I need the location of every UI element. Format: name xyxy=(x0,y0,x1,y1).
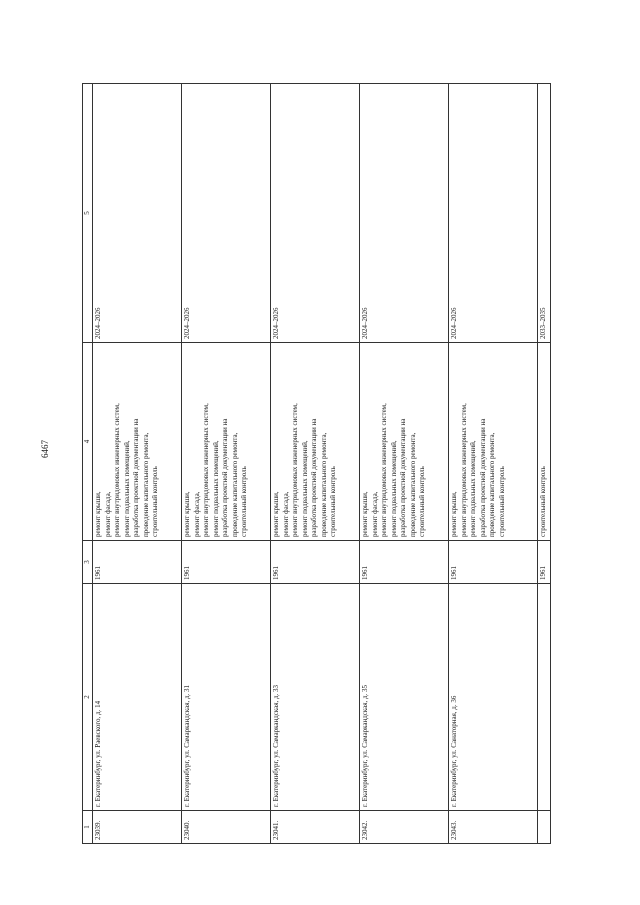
work-item: строительный контроль xyxy=(151,466,160,537)
table-body xyxy=(93,84,550,844)
year-cell: 1961 xyxy=(93,541,182,584)
work-item: ремонт крыши, xyxy=(94,491,103,537)
year-cell: 1961 xyxy=(360,541,449,584)
row-number: 23041. xyxy=(271,811,360,844)
table-row xyxy=(182,84,271,844)
work-item: ремонт фасада, xyxy=(103,491,112,537)
header-col-3: 3 xyxy=(83,541,93,584)
header-col-4: 4 xyxy=(83,343,93,541)
works-cell: строительный контроль xyxy=(538,343,550,541)
work-item: ремонт подвальных помещений, xyxy=(122,440,131,537)
address-cell: г. Екатеринбург, ул. Самаркандская, д. 31 xyxy=(182,584,271,811)
period-cell: 2024–2026 xyxy=(182,84,271,343)
period-cell: 2033–2035 xyxy=(538,84,550,343)
work-item: ремонт подвальных помещений, xyxy=(469,440,478,537)
work-item: ремонт крыши, xyxy=(450,491,459,537)
table-row xyxy=(271,84,360,844)
address-cell xyxy=(538,584,550,811)
header-col-2: 2 xyxy=(83,584,93,811)
works-cell xyxy=(360,343,449,541)
work-item: проведение капитального ремонта, xyxy=(488,432,497,537)
works-cell xyxy=(449,343,538,541)
page-number: 6467 xyxy=(40,440,50,458)
work-item: ремонт подвальных помещений, xyxy=(300,440,309,537)
work-item: ремонт внутридомовых инженерных систем, xyxy=(113,403,122,537)
year-cell: 1961 xyxy=(182,541,271,584)
work-item: проведение капитального ремонта, xyxy=(319,432,328,537)
year-cell: 1961 xyxy=(271,541,360,584)
address-cell: г. Екатеринбург, ул. Самаркандская, д. 33 xyxy=(271,584,360,811)
period-cell: 2024–2026 xyxy=(449,84,538,343)
address-cell: г. Екатеринбург, ул. Санаторная, д. 36 xyxy=(449,584,538,811)
work-item: проведение капитального ремонта, xyxy=(408,432,417,537)
table-row xyxy=(449,84,538,844)
work-item: строительный контроль xyxy=(329,466,338,537)
work-item: разработка проектной документации на xyxy=(132,418,141,537)
table-row xyxy=(93,84,182,844)
capital-repair-table xyxy=(82,83,551,844)
address-cell: г. Екатеринбург, ул. Раевского, д. 14 xyxy=(93,584,182,811)
work-item: разработка проектной документации на xyxy=(221,418,230,537)
work-item: ремонт внутридомовых инженерных систем, xyxy=(380,403,389,537)
row-number xyxy=(538,811,550,844)
works-cell xyxy=(271,343,360,541)
period-cell: 2024–2026 xyxy=(271,84,360,343)
work-item: ремонт внутридомовых инженерных систем, xyxy=(291,403,300,537)
work-item: строительный контроль xyxy=(497,466,506,537)
work-item: ремонт подвальных помещений, xyxy=(389,440,398,537)
period-cell: 2024–2026 xyxy=(360,84,449,343)
address-cell: г. Екатеринбург, ул. Самаркандская, д. 35 xyxy=(360,584,449,811)
row-number: 23040. xyxy=(182,811,271,844)
header-col-5: 5 xyxy=(83,84,93,343)
work-item: проведение капитального ремонта, xyxy=(230,432,239,537)
table-row-partial xyxy=(538,84,550,844)
work-item: ремонт крыши, xyxy=(272,491,281,537)
row-number: 23039. xyxy=(93,811,182,844)
work-item: ремонт внутридомовых инженерных систем, xyxy=(459,403,468,537)
year-cell: 1961 xyxy=(449,541,538,584)
rotated-table-container xyxy=(82,84,557,844)
year-cell: 1961 xyxy=(538,541,550,584)
work-item: ремонт фасада, xyxy=(281,491,290,537)
works-cell xyxy=(182,343,271,541)
work-item: разработка проектной документации на xyxy=(478,418,487,537)
work-item: ремонт фасада, xyxy=(370,491,379,537)
work-item: проведение капитального ремонта, xyxy=(141,432,150,537)
work-item: ремонт фасада, xyxy=(192,491,201,537)
work-item: строительный контроль xyxy=(418,466,427,537)
work-item: ремонт подвальных помещений, xyxy=(211,440,220,537)
work-item: разработка проектной документации на xyxy=(310,418,319,537)
work-item: ремонт крыши, xyxy=(361,491,370,537)
work-item: строительный контроль xyxy=(240,466,249,537)
row-number: 23042. xyxy=(360,811,449,844)
work-item: ремонт крыши, xyxy=(183,491,192,537)
rotated-table xyxy=(82,84,557,844)
header-col-1: 1 xyxy=(83,811,93,844)
works-cell xyxy=(93,343,182,541)
period-cell: 2024–2026 xyxy=(93,84,182,343)
row-number: 23043. xyxy=(449,811,538,844)
header-row xyxy=(83,84,93,844)
work-item: разработка проектной документации на xyxy=(399,418,408,537)
work-item: ремонт внутридомовых инженерных систем, xyxy=(202,403,211,537)
table-row xyxy=(360,84,449,844)
